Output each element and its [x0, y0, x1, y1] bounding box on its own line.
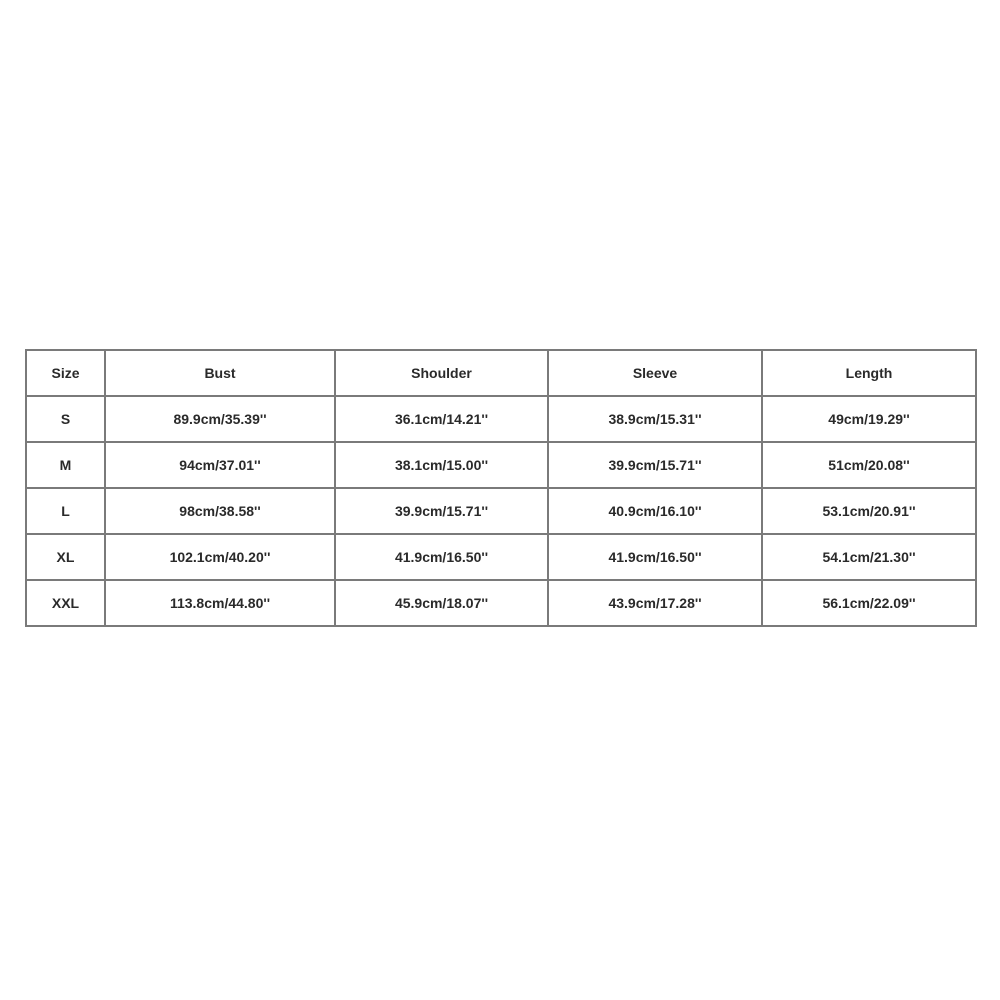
cell-sleeve: 41.9cm/16.50'': [548, 534, 762, 580]
header-length: Length: [762, 350, 976, 396]
cell-bust: 94cm/37.01'': [105, 442, 335, 488]
cell-size: S: [26, 396, 105, 442]
cell-shoulder: 39.9cm/15.71'': [335, 488, 548, 534]
cell-bust: 89.9cm/35.39'': [105, 396, 335, 442]
cell-length: 54.1cm/21.30'': [762, 534, 976, 580]
header-row: [26, 350, 976, 396]
cell-length: 51cm/20.08'': [762, 442, 976, 488]
cell-bust: 102.1cm/40.20'': [105, 534, 335, 580]
cell-bust: 113.8cm/44.80'': [105, 580, 335, 626]
cell-length: 56.1cm/22.09'': [762, 580, 976, 626]
table-row: [26, 534, 976, 580]
cell-sleeve: 40.9cm/16.10'': [548, 488, 762, 534]
cell-shoulder: 36.1cm/14.21'': [335, 396, 548, 442]
cell-size: XL: [26, 534, 105, 580]
table-row: [26, 488, 976, 534]
header-sleeve: Sleeve: [548, 350, 762, 396]
cell-size: XXL: [26, 580, 105, 626]
cell-length: 53.1cm/20.91'': [762, 488, 976, 534]
table-row: [26, 396, 976, 442]
size-chart-header: [26, 350, 976, 396]
header-shoulder: Shoulder: [335, 350, 548, 396]
cell-bust: 98cm/38.58'': [105, 488, 335, 534]
cell-sleeve: 39.9cm/15.71'': [548, 442, 762, 488]
table-row: [26, 442, 976, 488]
size-chart-table: [25, 349, 977, 627]
cell-shoulder: 41.9cm/16.50'': [335, 534, 548, 580]
table-row: [26, 580, 976, 626]
header-bust: Bust: [105, 350, 335, 396]
cell-sleeve: 43.9cm/17.28'': [548, 580, 762, 626]
cell-sleeve: 38.9cm/15.31'': [548, 396, 762, 442]
size-chart-body: [26, 396, 976, 626]
cell-size: M: [26, 442, 105, 488]
cell-length: 49cm/19.29'': [762, 396, 976, 442]
cell-size: L: [26, 488, 105, 534]
cell-shoulder: 45.9cm/18.07'': [335, 580, 548, 626]
header-size: Size: [26, 350, 105, 396]
cell-shoulder: 38.1cm/15.00'': [335, 442, 548, 488]
